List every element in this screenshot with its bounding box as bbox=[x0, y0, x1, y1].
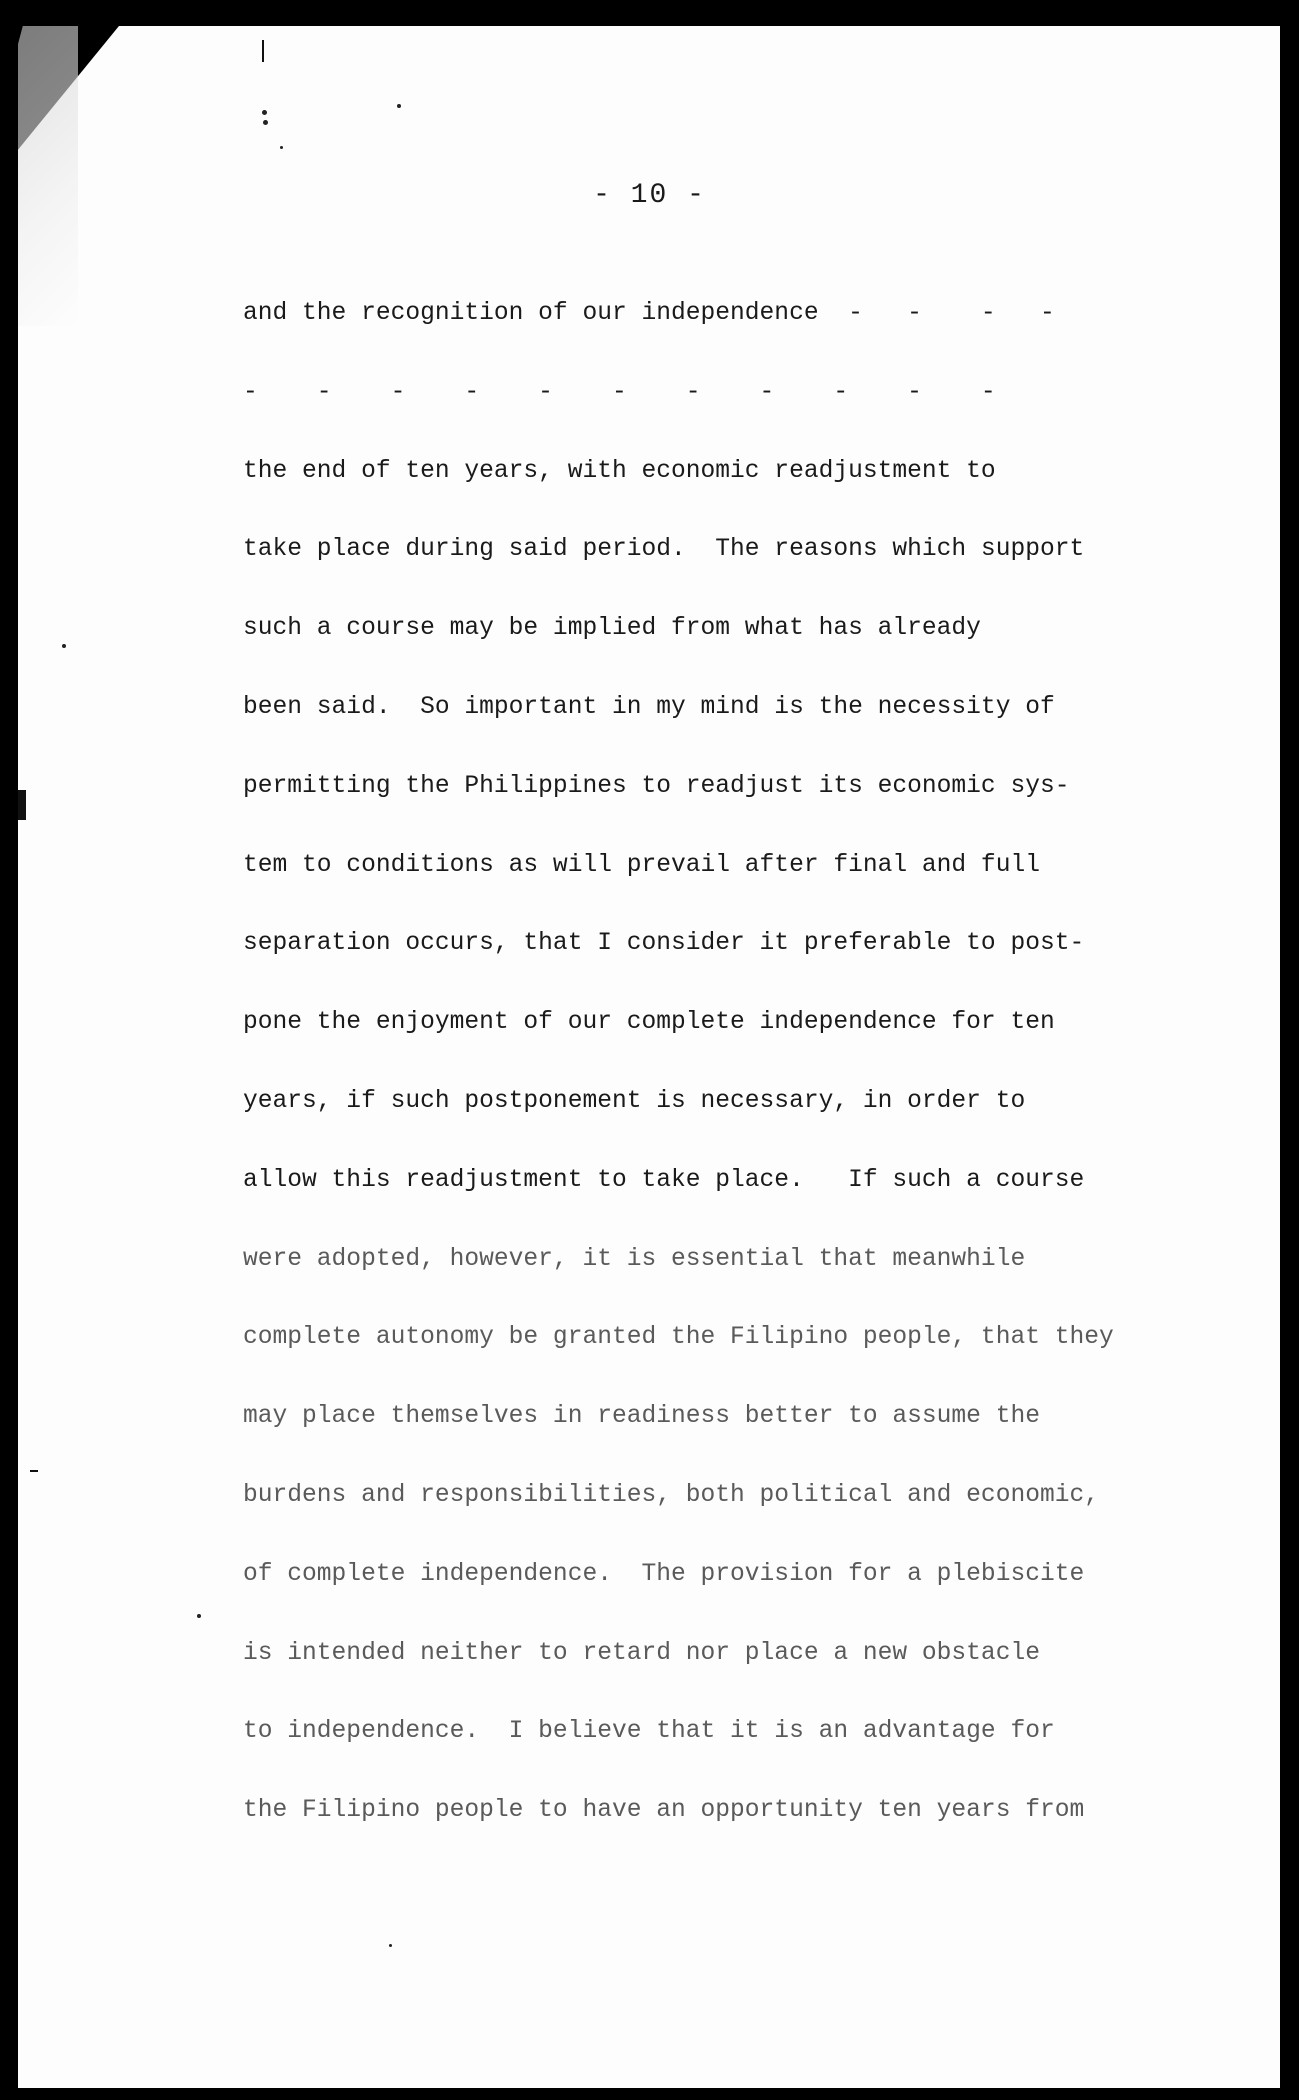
text-line: were adopted, however, it is essential that meanwhile bbox=[243, 1245, 1026, 1273]
paper-corner-shadow bbox=[18, 26, 78, 326]
ink-speck bbox=[62, 644, 66, 648]
text-line: tem to conditions as will prevail after final and full bbox=[243, 851, 1040, 879]
text-line: pone the enjoyment of our complete independence for ten bbox=[243, 1009, 1055, 1037]
ink-speck bbox=[389, 1944, 392, 1947]
page-number: - 10 - bbox=[593, 180, 706, 211]
ink-speck bbox=[262, 110, 267, 115]
text-line: and the recognition of our independence - - - - bbox=[243, 300, 1055, 327]
text-line: such a course may be implied from what has already bbox=[243, 615, 981, 643]
text-line: years, if such postponement is necessary, in order to bbox=[243, 1087, 1026, 1115]
text-line: separation occurs, that I consider it preferable to post- bbox=[243, 930, 1085, 958]
text-line: the end of ten years, with economic readjustment to bbox=[243, 457, 996, 485]
text-line: the Filipino people to have an opportunity ten years from bbox=[243, 1797, 1085, 1825]
edge-mark bbox=[18, 790, 26, 820]
edge-mark bbox=[30, 1470, 38, 1472]
text-line: been said. So important in my mind is the necessity of bbox=[243, 693, 1055, 721]
text-line: permitting the Philippines to readjust its economic sys- bbox=[243, 772, 1070, 800]
text-line: complete autonomy be granted the Filipino people, that they bbox=[243, 1324, 1114, 1352]
ink-speck bbox=[197, 1614, 201, 1618]
edge-mark bbox=[262, 40, 264, 62]
text-line: burdens and responsibilities, both political and economic, bbox=[243, 1481, 1100, 1509]
body-text bbox=[243, 275, 1193, 1851]
text-line: is intended neither to retard nor place a new obstacle bbox=[243, 1639, 1040, 1667]
text-line: of complete independence. The provision for a plebiscite bbox=[243, 1560, 1085, 1588]
text-line: take place during said period. The reasons which support bbox=[243, 536, 1085, 564]
text-line: to independence. I believe that it is an advantage for bbox=[243, 1718, 1055, 1746]
ink-speck bbox=[263, 120, 268, 125]
text-line: allow this readjustment to take place. If such a course bbox=[243, 1166, 1085, 1194]
text-line: may place themselves in readiness better to assume the bbox=[243, 1403, 1040, 1431]
dash-line: - - - - - - - - - - - bbox=[243, 378, 996, 406]
ink-speck bbox=[280, 146, 283, 149]
ink-speck bbox=[397, 104, 401, 108]
